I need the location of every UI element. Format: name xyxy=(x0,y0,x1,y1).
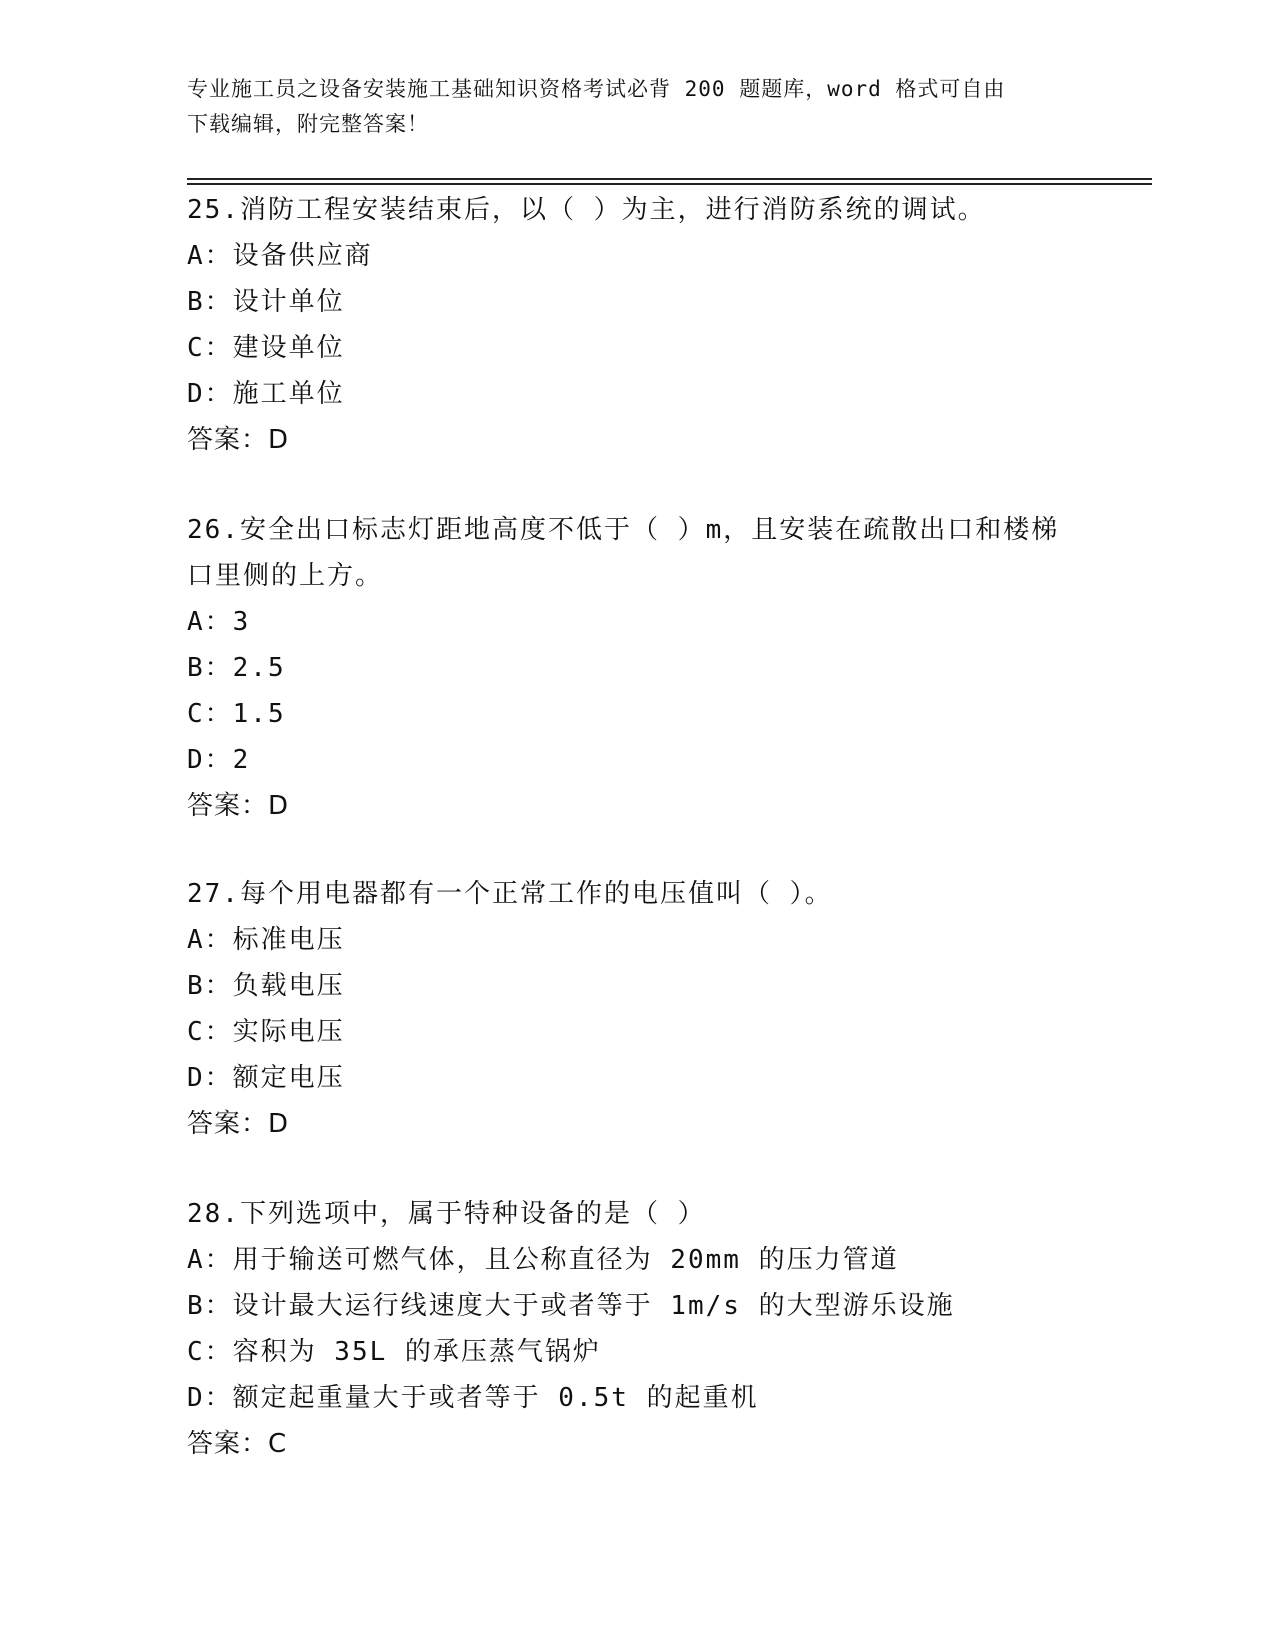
option-b: B：设计单位 xyxy=(187,287,345,317)
option-d: D：施工单位 xyxy=(187,379,345,409)
option-b: B：设计最大运行线速度大于或者等于 1m/s 的大型游乐设施 xyxy=(187,1291,955,1321)
option-c: C：1.5 xyxy=(187,699,286,729)
option-a: A：用于输送可燃气体，且公称直径为 20mm 的压力管道 xyxy=(187,1245,899,1275)
option-c: C：建设单位 xyxy=(187,333,345,363)
option-b: B：负载电压 xyxy=(187,971,345,1001)
header-line-2: 下载编辑，附完整答案！ xyxy=(187,112,429,136)
question-stem: 25.消防工程安装结束后，以（ ）为主，进行消防系统的调试。 xyxy=(187,195,986,225)
header-divider-top xyxy=(187,178,1152,180)
option-b: B：2.5 xyxy=(187,653,286,683)
question-stem: 26.安全出口标志灯距地高度不低于（ ）m，且安装在疏散出口和楼梯 xyxy=(187,515,1060,545)
question-stem-continued: 口里侧的上方。 xyxy=(187,561,384,591)
question-27 xyxy=(187,871,1087,1147)
answer: 答案：C xyxy=(187,1429,288,1459)
option-a: A：标准电压 xyxy=(187,925,345,955)
header-line-1: 专业施工员之设备安装施工基础知识资格考试必背 200 题题库，word 格式可自由 xyxy=(187,77,1006,101)
document-header xyxy=(187,72,1087,142)
question-28 xyxy=(187,1191,1087,1467)
option-c: C：实际电压 xyxy=(187,1017,345,1047)
option-d: D：额定起重量大于或者等于 0.5t 的起重机 xyxy=(187,1383,759,1413)
answer: 答案：D xyxy=(187,425,290,455)
question-25 xyxy=(187,187,1087,463)
option-d: D：额定电压 xyxy=(187,1063,345,1093)
answer: 答案：D xyxy=(187,1109,290,1139)
header-divider-bottom xyxy=(187,183,1152,185)
answer: 答案：D xyxy=(187,791,290,821)
option-c: C：容积为 35L 的承压蒸气锅炉 xyxy=(187,1337,601,1367)
question-stem: 28.下列选项中，属于特种设备的是（ ） xyxy=(187,1199,706,1229)
question-26 xyxy=(187,507,1087,829)
option-a: A：3 xyxy=(187,607,251,637)
question-stem: 27.每个用电器都有一个正常工作的电压值叫（ ）。 xyxy=(187,879,833,909)
option-a: A：设备供应商 xyxy=(187,241,373,271)
option-d: D：2 xyxy=(187,745,251,775)
